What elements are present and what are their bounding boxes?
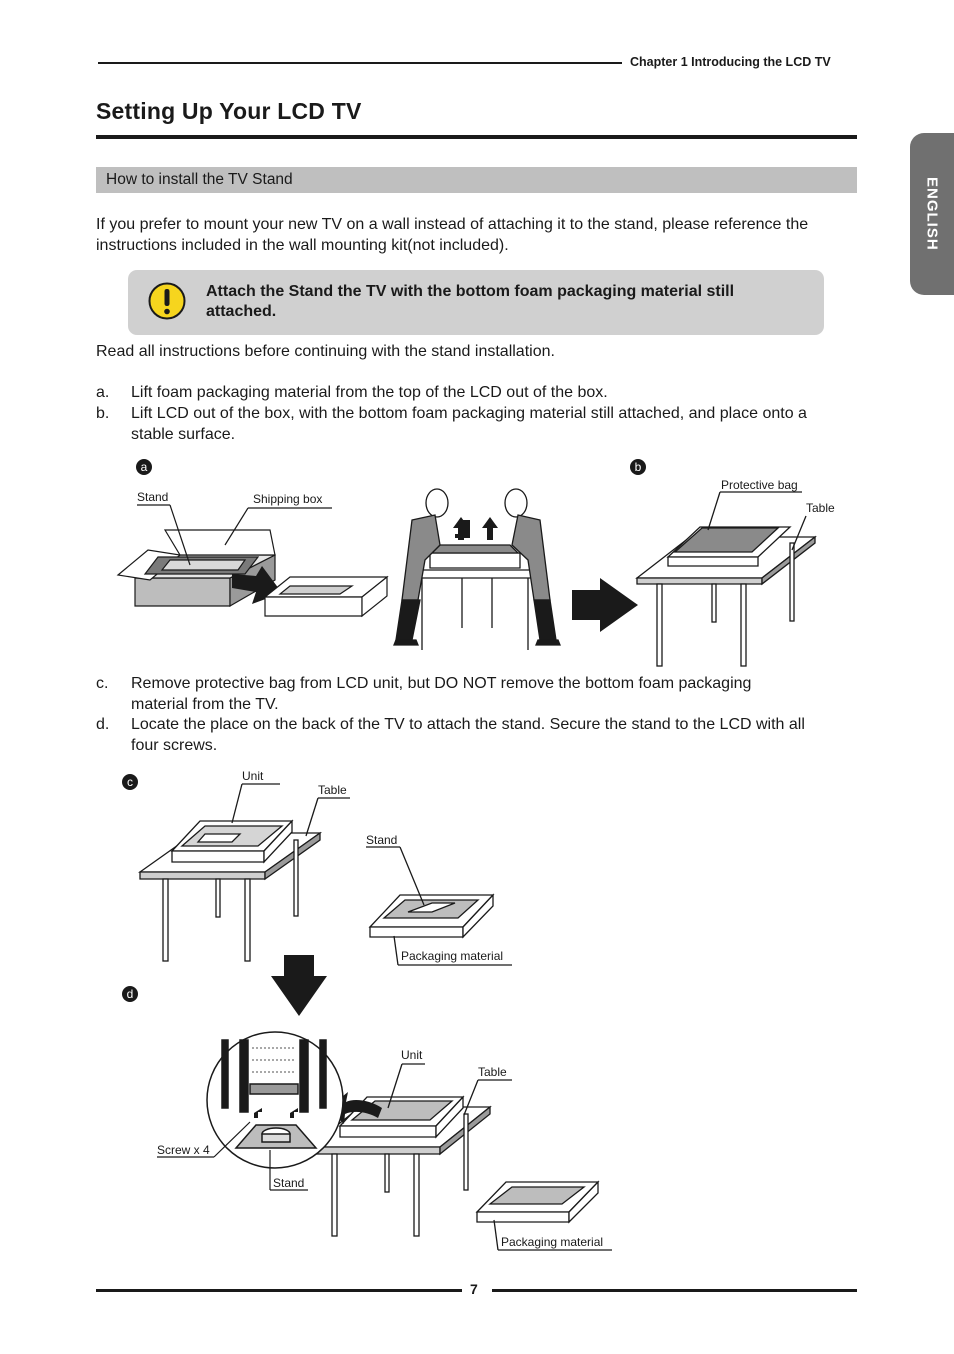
label-packaging-c: Packaging material [401, 949, 504, 963]
page-title: Setting Up Your LCD TV [96, 98, 362, 124]
label-table-c: Table [318, 783, 347, 797]
figure-badge-b: b [630, 459, 646, 475]
step-label: b. [96, 405, 110, 422]
foam-piece-d-illustration [477, 1182, 612, 1250]
label-table-d: Table [478, 1065, 507, 1079]
label-screw: Screw x 4 [157, 1143, 210, 1157]
table-with-unit-illustration [140, 784, 350, 961]
label-stand-d: Stand [273, 1176, 305, 1190]
label-unit-c: Unit [242, 769, 264, 783]
step-text: Lift foam packaging material from the top of the LCD out of the box. [131, 384, 608, 401]
figure-badge-d: d [122, 986, 138, 1002]
footer-rule-right [492, 1289, 857, 1292]
label-protective-bag: Protective bag [721, 478, 798, 492]
language-tab-label: ENGLISH [923, 177, 941, 251]
figure-badge-c: c [122, 774, 138, 790]
step-text: Lift LCD out of the box, with the bottom foam packaging material still attached, and place onto a stable surface. [131, 405, 807, 443]
step-text: Remove protective bag from LCD unit, but DO NOT remove the bottom foam packaging material from the TV. [131, 675, 752, 713]
stand-on-foam-illustration [366, 847, 512, 965]
step-label: a. [96, 384, 110, 401]
label-packaging-d: Packaging material [501, 1235, 604, 1249]
zoom-detail-circle [207, 1032, 343, 1168]
step-label: c. [96, 675, 109, 692]
warning-text: Attach the Stand the TV with the bottom foam packaging material still attached. [206, 283, 735, 320]
page-number: 7 [470, 1281, 478, 1297]
intro-paragraph: If you prefer to mount your new TV on a wall instead of attaching it to the stand, please reference the instructions included in the wall mounting kit(not included). [96, 216, 809, 254]
chapter-header: Chapter 1 Introducing the LCD TV [630, 55, 831, 69]
down-arrow-icon [271, 955, 327, 1016]
step-label: d. [96, 716, 110, 733]
section-subheading-text: How to install the TV Stand [106, 171, 293, 188]
figure-badge-a: a [136, 459, 152, 475]
read-note: Read all instructions before continuing with the stand installation. [96, 343, 555, 360]
label-unit-d: Unit [401, 1048, 423, 1062]
label-shipping-box: Shipping box [253, 492, 323, 506]
label-stand-c: Stand [366, 833, 398, 847]
label-stand-a: Stand [137, 490, 169, 504]
step-text: Locate the place on the back of the TV to attach the stand. Secure the stand to the LCD with all four screws. [131, 716, 805, 754]
label-table-b: Table [806, 501, 835, 515]
footer-rule-left [96, 1289, 462, 1292]
